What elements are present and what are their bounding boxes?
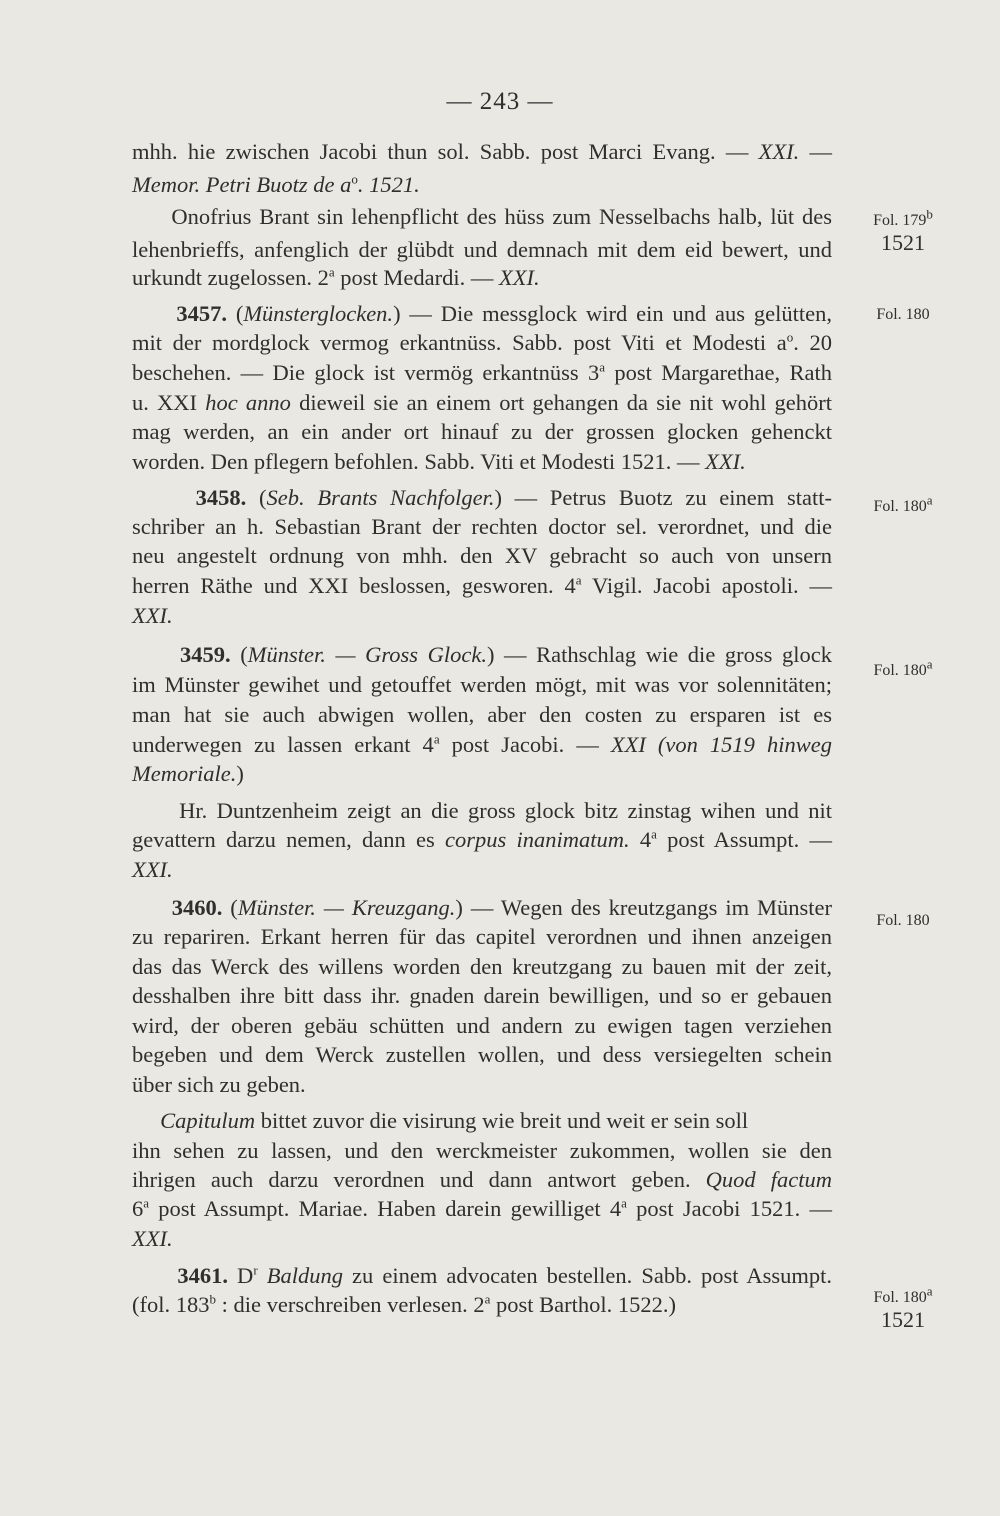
text-run: a bbox=[328, 264, 335, 280]
text-run: ihrigen auch darzu verordnen und dann antwort geben. bbox=[132, 1167, 706, 1192]
text-line bbox=[132, 1071, 832, 1099]
text-run: : die verschreiben verlesen. 2 bbox=[216, 1292, 485, 1317]
text-line bbox=[132, 894, 832, 922]
text-run: Münster. — Gross Glock. bbox=[247, 642, 487, 667]
text-line bbox=[132, 203, 832, 231]
text-run: 3461. bbox=[177, 1263, 228, 1288]
text-run: neu angestelt ordnung von mhh. den XV gebracht so auch von unsern bbox=[132, 543, 832, 568]
text-run: XXI. bbox=[758, 139, 800, 164]
text-line bbox=[132, 1262, 832, 1290]
text-run: a bbox=[575, 572, 582, 588]
text-run: bittet zuvor die visirung wie breit und weit er sein soll bbox=[255, 1108, 749, 1133]
text-run bbox=[132, 1263, 177, 1288]
text-run: 3457. bbox=[176, 301, 227, 326]
text-run: ) — Wegen des kreutzgangs im Münster bbox=[455, 895, 833, 920]
text-run: post Jacobi. — bbox=[439, 732, 611, 757]
text-line bbox=[132, 982, 832, 1010]
text-run: (fol. 183 bbox=[132, 1292, 210, 1317]
text-run: desshalben ihre bitt dass ihr. gnaden darein bewilligen, und so er gebauen bbox=[132, 983, 832, 1008]
text-line bbox=[132, 572, 832, 600]
text-run: Memor. Petri Buotz de a bbox=[132, 172, 352, 197]
text-line bbox=[132, 701, 832, 729]
text-line bbox=[132, 329, 832, 357]
page-number: — 243 — bbox=[446, 88, 554, 115]
margin-note: Fol. 180$^a$ bbox=[873, 492, 933, 515]
text-line bbox=[132, 1041, 832, 1069]
text-run: im Münster gewihet und getouffet werden mögt, mit was vor solennitäten; bbox=[132, 672, 832, 697]
text-line bbox=[132, 641, 832, 669]
text-run: a bbox=[143, 1195, 150, 1211]
margin-note: Fol. 180$^a$ bbox=[873, 1283, 933, 1306]
text-run: zu einem advocaten bestellen. Sabb. post Assumpt. bbox=[342, 1263, 833, 1288]
text-run: man hat sie auch abwigen wollen, aber den costen zu ersparen ist es bbox=[132, 702, 832, 727]
text-run: 6 bbox=[132, 1196, 144, 1221]
text-run: a bbox=[651, 826, 657, 842]
text-run: XXI (von 1519 hinweg bbox=[610, 732, 832, 757]
text-line bbox=[132, 264, 832, 292]
text-run: mit der mordglock vermog erkantnüss. Sabb. post Viti et Modesti a bbox=[132, 330, 787, 355]
text-line bbox=[132, 448, 832, 476]
text-line bbox=[132, 359, 832, 387]
margin-note: Fol. 180$^a$ bbox=[873, 656, 933, 679]
text-run: a bbox=[621, 1195, 627, 1211]
text-line bbox=[132, 602, 832, 630]
text-run: wird, der oberen gebäu schütten und andern zu ewigen tagen verziehen bbox=[132, 1013, 832, 1038]
text-run bbox=[132, 1108, 160, 1133]
text-run: ( bbox=[246, 485, 267, 510]
text-run: Quod factum bbox=[705, 1167, 832, 1192]
text-line bbox=[132, 1012, 832, 1040]
text-run: post Barthol. 1522.) bbox=[490, 1292, 677, 1317]
text-run: corpus inanimatum. bbox=[444, 827, 630, 852]
text-run: Capitulum bbox=[160, 1108, 256, 1133]
text-run: XXI. bbox=[498, 265, 540, 290]
text-line bbox=[132, 856, 832, 884]
text-line bbox=[132, 484, 832, 512]
text-run: . 1521. bbox=[357, 172, 420, 197]
text-run: zu repariren. Erkant herren für das capitel verordnen und ihnen anzeigen bbox=[132, 924, 832, 949]
text-run: ( bbox=[226, 301, 244, 326]
text-run: lehenbrieffs, anfenglich der glübdt und demnach mit dem eid bewert, und bbox=[132, 237, 832, 262]
text-line bbox=[132, 171, 832, 199]
text-line bbox=[132, 1107, 832, 1135]
text-line bbox=[132, 826, 832, 854]
text-line bbox=[132, 1291, 832, 1319]
text-run: 3460. bbox=[171, 895, 223, 920]
text-run: post Medardi. — bbox=[334, 265, 499, 290]
text-run: Vigil. Jacobi apostoli. — bbox=[581, 573, 832, 598]
text-run: Memoriale. bbox=[132, 761, 237, 786]
text-line bbox=[132, 760, 832, 788]
text-run: XXI. bbox=[705, 449, 746, 474]
text-run: über sich zu geben. bbox=[132, 1072, 306, 1097]
text-line bbox=[132, 953, 832, 981]
text-run: hoc anno bbox=[205, 390, 291, 415]
text-run: das das Werck des willens worden den kreutzgang zu bauen mit der zeit, bbox=[132, 954, 832, 979]
text-run: — bbox=[799, 139, 833, 164]
text-run: urkundt zugelossen. 2 bbox=[132, 265, 329, 290]
text-line bbox=[132, 1195, 832, 1223]
text-line bbox=[132, 542, 832, 570]
text-run: Baldung bbox=[266, 1263, 343, 1288]
text-run: ) bbox=[236, 761, 244, 786]
text-run bbox=[132, 895, 172, 920]
text-line bbox=[132, 236, 832, 264]
text-run: underwegen zu lassen erkant 4 bbox=[132, 732, 434, 757]
text-run: XXI. bbox=[132, 603, 173, 628]
text-line bbox=[132, 138, 832, 166]
text-run: post Jacobi 1521. — bbox=[626, 1196, 833, 1221]
text-line bbox=[132, 513, 832, 541]
text-run: o bbox=[786, 329, 794, 345]
text-line bbox=[132, 1137, 832, 1165]
text-run: mhh. hie zwischen Jacobi thun sol. Sabb. post Marci Evang. — bbox=[132, 139, 759, 164]
margin-note: Fol. 179$^b$ bbox=[873, 206, 933, 229]
text-run: o bbox=[351, 171, 358, 187]
text-run: r bbox=[253, 1262, 258, 1278]
text-run: worden. Den pflegern befohlen. Sabb. Viti et Modesti 1521. — bbox=[132, 449, 706, 474]
text-run: 4 bbox=[629, 827, 652, 852]
text-line bbox=[132, 1225, 832, 1253]
text-run: Münster. — Kreuzgang. bbox=[237, 895, 456, 920]
text-run: herren Räthe und XXI beslossen, gesworen. 4 bbox=[132, 573, 576, 598]
text-run: begeben und dem Werck zustellen wollen, und dess versiegelten schein bbox=[132, 1042, 832, 1067]
text-run: post Assumpt. — bbox=[656, 827, 833, 852]
text-run: Hr. Duntzenheim zeigt an die gross glock bitz zinstag wihen und nit bbox=[132, 798, 832, 823]
text-run: post Margarethae, Rath bbox=[605, 360, 832, 385]
text-run: post Assumpt. Mariae. Haben darein gewilliget 4 bbox=[149, 1196, 622, 1221]
text-run: dieweil sie an einem ort gehangen da sie nit wohl gehört bbox=[290, 390, 832, 415]
text-line bbox=[132, 797, 832, 825]
text-run: ( bbox=[222, 895, 238, 920]
text-run: Münsterglocken. bbox=[243, 301, 394, 326]
text-line bbox=[132, 1166, 832, 1194]
text-run: gevattern darzu nemen, dann es bbox=[132, 827, 445, 852]
text-run: ( bbox=[230, 642, 248, 667]
text-run: ) — Die messglock wird ein und aus gelütten, bbox=[393, 301, 833, 326]
text-line bbox=[132, 671, 832, 699]
text-run: Seb. Brants Nachfolger. bbox=[266, 485, 495, 510]
text-run: XXI. bbox=[132, 857, 173, 882]
margin-note: 1521 bbox=[881, 230, 925, 255]
margin-note: Fol. 180 bbox=[876, 912, 930, 929]
text-run bbox=[132, 642, 180, 667]
text-run: a bbox=[484, 1291, 491, 1307]
text-run: XXI. bbox=[132, 1226, 173, 1251]
text-run: schriber an h. Sebastian Brant der rechten doctor sel. verordnet, und die bbox=[132, 514, 832, 539]
text-run: D bbox=[227, 1263, 254, 1288]
text-run: a bbox=[433, 731, 440, 747]
text-run: Onofrius Brant sin lehenpflicht des hüss zum Nesselbachs halb, lüt des bbox=[132, 204, 832, 229]
margin-note: 1521 bbox=[881, 1307, 925, 1332]
margin-note: Fol. 180 bbox=[876, 306, 930, 323]
text-run: a bbox=[599, 359, 606, 375]
text-run: ihn sehen zu lassen, und den werckmeister zukommen, wollen sie den bbox=[132, 1138, 832, 1163]
text-line bbox=[132, 389, 832, 417]
text-run bbox=[132, 301, 176, 326]
text-line bbox=[132, 300, 832, 328]
text-run: mag werden, an ein ander ort hinauf zu der grossen glocken gehenckt bbox=[132, 419, 832, 444]
text-run bbox=[258, 1263, 267, 1288]
text-run: ) — Petrus Buotz zu einem statt- bbox=[494, 485, 833, 510]
text-run: 3458. bbox=[195, 485, 247, 510]
text-run: beschehen. — Die glock ist vermög erkantnüss 3 bbox=[132, 360, 600, 385]
text-run: ) — Rathschlag wie die gross glock bbox=[486, 642, 832, 667]
text-run: . 20 bbox=[793, 330, 832, 355]
text-line bbox=[132, 731, 832, 759]
text-run bbox=[132, 485, 196, 510]
text-line bbox=[132, 923, 832, 951]
text-line bbox=[132, 418, 832, 446]
text-run: 3459. bbox=[180, 642, 231, 667]
text-run: u. XXI bbox=[132, 390, 206, 415]
text-run: b bbox=[209, 1291, 216, 1307]
